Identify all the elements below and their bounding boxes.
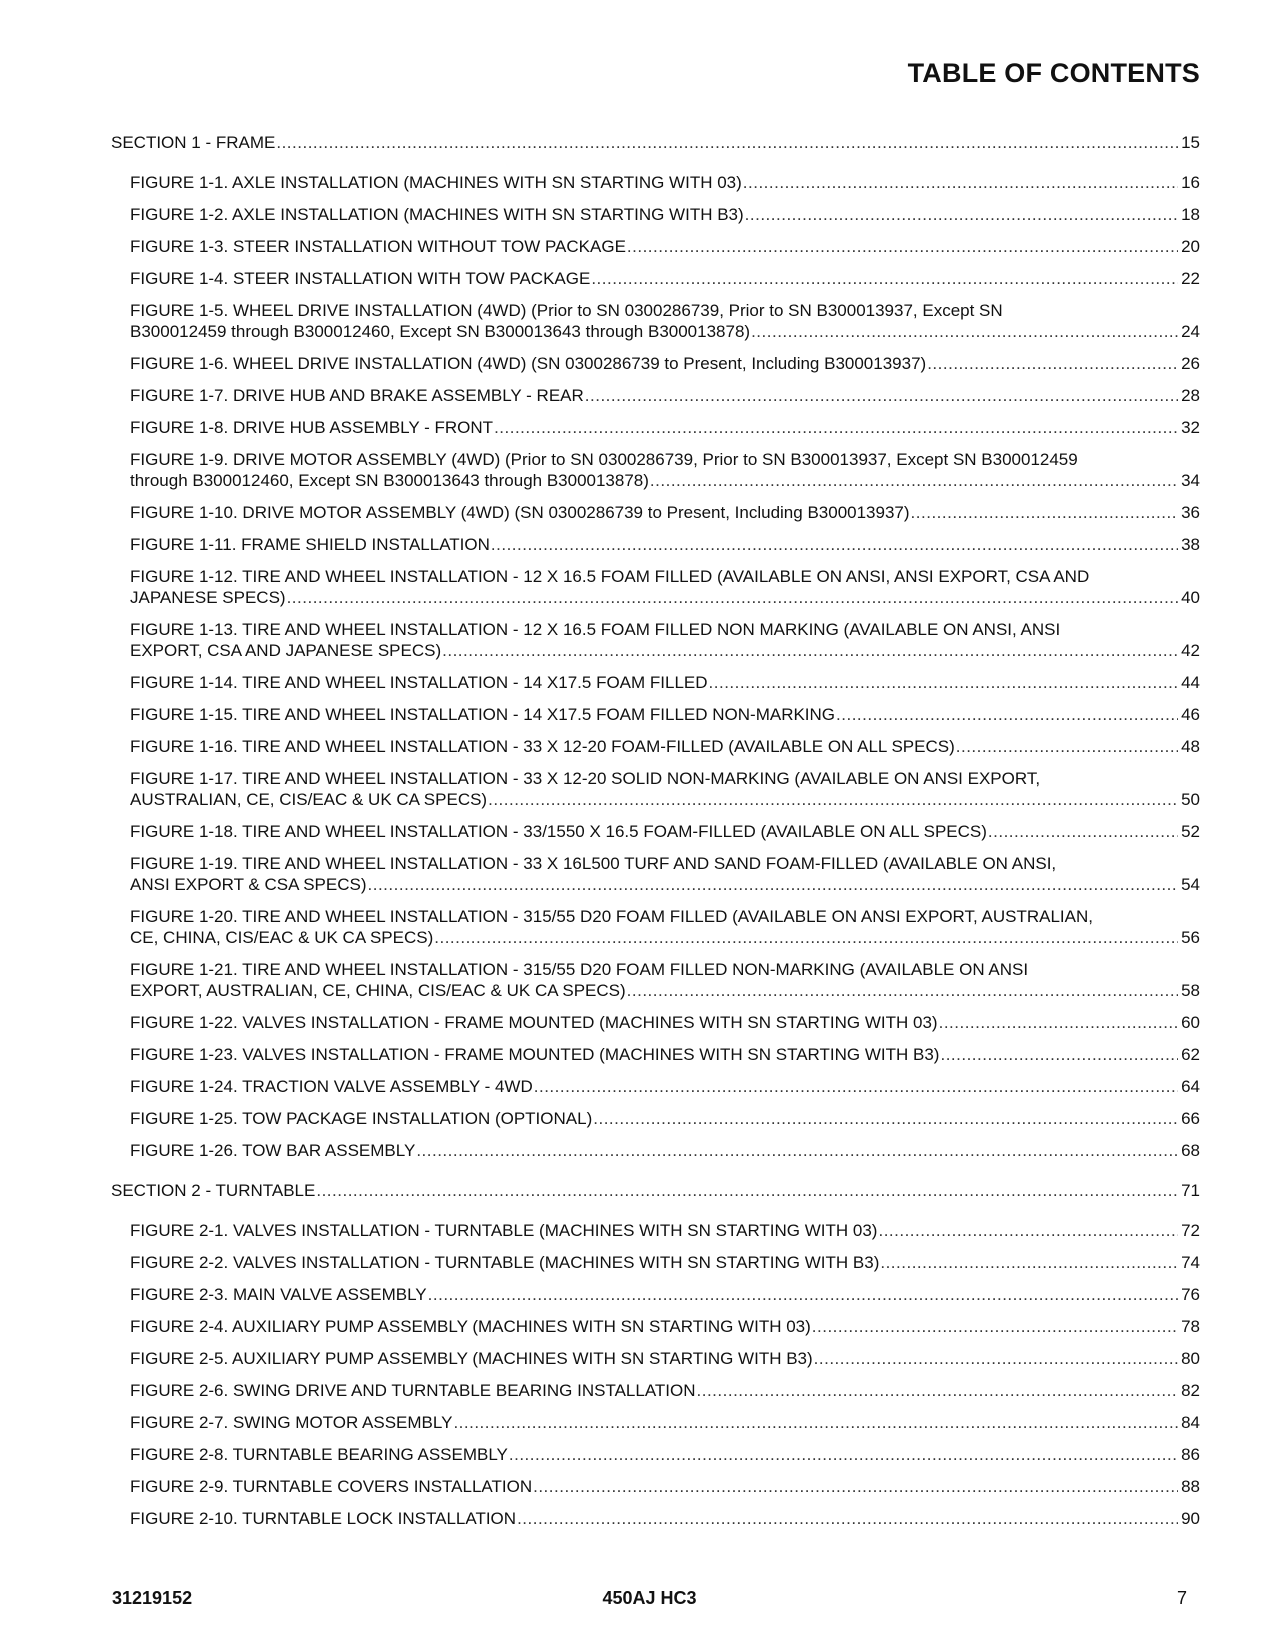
entry-title-line: FIGURE 1-3. STEER INSTALLATION WITHOUT TOW PACKAGE (130, 237, 626, 256)
toc-section (111, 1180, 1200, 1529)
entry-title-line: through B300012460, Except SN B300013643 through B300013878) (130, 471, 649, 490)
entry-page-number: 40 (1181, 588, 1200, 607)
dot-leader (650, 470, 1178, 491)
toc-entry[interactable] (130, 172, 1200, 193)
dot-leader (488, 789, 1178, 810)
toc-entry[interactable] (130, 1508, 1200, 1529)
entry-page-number: 74 (1181, 1253, 1200, 1272)
dot-leader (743, 172, 1178, 193)
dot-leader (940, 1044, 1178, 1065)
entry-title-line: FIGURE 2-2. VALVES INSTALLATION - TURNTABLE (MACHINES WITH SN STARTING WITH B3) (130, 1253, 880, 1272)
entry-title-line: FIGURE 1-19. TIRE AND WHEEL INSTALLATION - 33 X 16L500 TURF AND SAND FOAM-FILLED (AVAILABLE ON ANSI, (130, 854, 1057, 873)
entry-page-number: 76 (1181, 1285, 1200, 1304)
toc-entry[interactable] (130, 353, 1200, 374)
entry-row (130, 1220, 1200, 1241)
entry-row (130, 1476, 1200, 1497)
entry-title-line: EXPORT, AUSTRALIAN, CE, CHINA, CIS/EAC & UK CA SPECS) (130, 981, 626, 1000)
page-footer (112, 1588, 1187, 1612)
section-page-number: 71 (1181, 1181, 1200, 1200)
entry-row (130, 1444, 1200, 1465)
entry-row (130, 417, 1200, 438)
entry-row (130, 1412, 1200, 1433)
toc-entry[interactable] (130, 204, 1200, 225)
dot-leader (368, 874, 1179, 895)
dot-leader (287, 587, 1179, 608)
entry-page-number: 80 (1181, 1349, 1200, 1368)
entry-title-line: FIGURE 1-20. TIRE AND WHEEL INSTALLATION - 315/55 D20 FOAM FILLED (AVAILABLE ON ANSI EXPORT, AUSTRALIAN, (130, 907, 1093, 926)
entry-row (130, 1140, 1200, 1161)
toc-entry[interactable] (130, 417, 1200, 438)
dot-leader (494, 417, 1178, 438)
entry-page-number: 62 (1181, 1045, 1200, 1064)
entry-row (130, 470, 1200, 491)
dot-leader (428, 1284, 1178, 1305)
entry-row (130, 821, 1200, 842)
dot-leader (316, 1180, 1178, 1201)
toc-entry[interactable] (130, 1252, 1200, 1273)
entry-title-line: FIGURE 1-2. AXLE INSTALLATION (MACHINES WITH SN STARTING WITH B3) (130, 205, 744, 224)
toc-entry[interactable] (130, 704, 1200, 725)
entry-title-line: B300012459 through B300012460, Except SN B300013643 through B300013878) (130, 322, 751, 341)
entry-page-number: 84 (1181, 1413, 1200, 1432)
entry-title-line: AUSTRALIAN, CE, CIS/EAC & UK CA SPECS) (130, 790, 488, 809)
dot-leader (533, 1476, 1178, 1497)
dot-leader (880, 1252, 1178, 1273)
toc-entry[interactable] (130, 821, 1200, 842)
entry-row (130, 1380, 1200, 1401)
entry-row (130, 236, 1200, 257)
entry-row (130, 1076, 1200, 1097)
entry-title-line: FIGURE 1-25. TOW PACKAGE INSTALLATION (OPTIONAL) (130, 1109, 593, 1128)
toc-entry[interactable] (130, 1380, 1200, 1401)
entry-page-number: 78 (1181, 1317, 1200, 1336)
toc-entry[interactable] (130, 1284, 1200, 1305)
entry-page-number: 86 (1181, 1445, 1200, 1464)
entry-title-line: FIGURE 2-10. TURNTABLE LOCK INSTALLATION (130, 1509, 517, 1528)
entry-row (130, 353, 1200, 374)
entry-title-line: FIGURE 2-9. TURNTABLE COVERS INSTALLATION (130, 1477, 533, 1496)
dot-leader (434, 927, 1178, 948)
entry-page-number: 54 (1181, 875, 1200, 894)
dot-leader (745, 204, 1178, 225)
dot-leader (927, 353, 1178, 374)
dot-leader (627, 236, 1178, 257)
entry-title-line: FIGURE 2-6. SWING DRIVE AND TURNTABLE BEARING INSTALLATION (130, 1381, 696, 1400)
entry-row (130, 704, 1200, 725)
dot-leader (442, 640, 1178, 661)
entry-title-line: ANSI EXPORT & CSA SPECS) (130, 875, 367, 894)
entry-title-line: FIGURE 1-21. TIRE AND WHEEL INSTALLATION - 315/55 D20 FOAM FILLED NON-MARKING (AVAILABLE ON ANSI (130, 960, 1029, 979)
entry-title-line: FIGURE 1-7. DRIVE HUB AND BRAKE ASSEMBLY - REAR (130, 386, 584, 405)
entry-title-line: FIGURE 1-22. VALVES INSTALLATION - FRAME MOUNTED (MACHINES WITH SN STARTING WITH 03) (130, 1013, 938, 1032)
entry-row (130, 385, 1200, 406)
entry-title-line: FIGURE 1-10. DRIVE MOTOR ASSEMBLY (4WD) (SN 0300286739 to Present, Including B300013937) (130, 503, 910, 522)
dot-leader (276, 132, 1178, 153)
dot-leader (878, 1220, 1178, 1241)
entry-title-line: FIGURE 2-3. MAIN VALVE ASSEMBLY (130, 1285, 427, 1304)
entry-row (130, 1108, 1200, 1129)
entry-page-number: 82 (1181, 1381, 1200, 1400)
footer-model: 450AJ HC3 (602, 1588, 697, 1608)
toc-entry[interactable] (130, 1444, 1200, 1465)
dot-leader (627, 980, 1178, 1001)
entry-page-number: 20 (1181, 237, 1200, 256)
toc-entry[interactable] (130, 1012, 1200, 1033)
toc-entry[interactable] (130, 768, 1200, 810)
entry-page-number: 90 (1181, 1509, 1200, 1528)
entry-row (130, 789, 1200, 810)
entry-title-line: FIGURE 1-26. TOW BAR ASSEMBLY (130, 1141, 416, 1160)
entry-title-line: CE, CHINA, CIS/EAC & UK CA SPECS) (130, 928, 434, 947)
entry-page-number: 66 (1181, 1109, 1200, 1128)
toc-entry[interactable] (130, 385, 1200, 406)
section-heading[interactable] (111, 132, 1200, 153)
dot-leader (709, 672, 1179, 693)
entry-title-line: EXPORT, CSA AND JAPANESE SPECS) (130, 641, 442, 660)
entry-page-number: 42 (1181, 641, 1200, 660)
dot-leader (988, 821, 1178, 842)
entry-row (130, 640, 1200, 661)
entry-page-number: 36 (1181, 503, 1200, 522)
toc-entry[interactable] (130, 1044, 1200, 1065)
entry-title-line: FIGURE 1-11. FRAME SHIELD INSTALLATION (130, 535, 490, 554)
dot-leader (534, 1076, 1178, 1097)
entry-row (130, 1012, 1200, 1033)
entry-page-number: 32 (1181, 418, 1200, 437)
dot-leader (814, 1348, 1178, 1369)
dot-leader (751, 321, 1178, 342)
entry-page-number: 38 (1181, 535, 1200, 554)
entry-title-line: FIGURE 1-6. WHEEL DRIVE INSTALLATION (4WD) (SN 0300286739 to Present, Including B300013937) (130, 354, 927, 373)
entry-row (130, 587, 1200, 608)
toc-entry[interactable] (130, 502, 1200, 523)
entry-row (130, 736, 1200, 757)
entry-row (130, 874, 1200, 895)
entry-page-number: 34 (1181, 471, 1200, 490)
entry-title-line: FIGURE 1-17. TIRE AND WHEEL INSTALLATION - 33 X 12-20 SOLID NON-MARKING (AVAILABLE ON ANSI EXPORT, (130, 769, 1041, 788)
entry-row (130, 1044, 1200, 1065)
section-heading[interactable] (111, 1180, 1200, 1201)
entry-title-line: FIGURE 2-5. AUXILIARY PUMP ASSEMBLY (MACHINES WITH SN STARTING WITH B3) (130, 1349, 813, 1368)
toc-entry[interactable] (130, 736, 1200, 757)
toc-entry[interactable] (130, 1316, 1200, 1337)
footer-doc-number: 31219152 (112, 1588, 193, 1608)
section-page-number: 15 (1181, 133, 1200, 152)
toc-entry[interactable] (130, 236, 1200, 257)
entry-page-number: 16 (1181, 173, 1200, 192)
dot-leader (911, 502, 1179, 523)
entry-page-number: 52 (1181, 822, 1200, 841)
entry-page-number: 26 (1181, 354, 1200, 373)
entry-title-line: FIGURE 1-14. TIRE AND WHEEL INSTALLATION - 14 X17.5 FOAM FILLED (130, 673, 708, 692)
entry-page-number: 64 (1181, 1077, 1200, 1096)
entry-page-number: 22 (1181, 269, 1200, 288)
entry-page-number: 88 (1181, 1477, 1200, 1496)
entry-row (130, 268, 1200, 289)
entry-row (130, 1316, 1200, 1337)
entry-row (130, 1252, 1200, 1273)
toc-entry[interactable] (130, 1076, 1200, 1097)
dot-leader (939, 1012, 1178, 1033)
entry-page-number: 50 (1181, 790, 1200, 809)
entry-row (130, 927, 1200, 948)
dot-leader (517, 1508, 1178, 1529)
dot-leader (585, 385, 1178, 406)
entry-page-number: 28 (1181, 386, 1200, 405)
entry-page-number: 72 (1181, 1221, 1200, 1240)
entry-title-line: FIGURE 2-4. AUXILIARY PUMP ASSEMBLY (MACHINES WITH SN STARTING WITH 03) (130, 1317, 811, 1336)
toc-entry[interactable] (130, 268, 1200, 289)
entry-title-line: FIGURE 2-7. SWING MOTOR ASSEMBLY (130, 1413, 453, 1432)
entry-page-number: 48 (1181, 737, 1200, 756)
entry-page-number: 44 (1181, 673, 1200, 692)
entry-title-line: FIGURE 1-1. AXLE INSTALLATION (MACHINES WITH SN STARTING WITH 03) (130, 173, 742, 192)
entry-row (130, 672, 1200, 693)
entry-page-number: 68 (1181, 1141, 1200, 1160)
toc-entry[interactable] (130, 619, 1200, 661)
entry-title-line: FIGURE 1-23. VALVES INSTALLATION - FRAME MOUNTED (MACHINES WITH SN STARTING WITH B3) (130, 1045, 940, 1064)
entry-row (130, 172, 1200, 193)
section-title: SECTION 2 - TURNTABLE (111, 1181, 316, 1200)
entry-title-line: FIGURE 1-9. DRIVE MOTOR ASSEMBLY (4WD) (Prior to SN 0300286739, Prior to SN B300013937, Except SN B300012459 (130, 450, 1078, 469)
entry-row (130, 321, 1200, 342)
entry-title-line: FIGURE 1-15. TIRE AND WHEEL INSTALLATION - 14 X17.5 FOAM FILLED NON-MARKING (130, 705, 836, 724)
entry-page-number: 56 (1181, 928, 1200, 947)
toc-entry[interactable] (130, 959, 1200, 1001)
toc-section (111, 132, 1200, 1161)
dot-leader (416, 1140, 1178, 1161)
dot-leader (509, 1444, 1178, 1465)
section-title: SECTION 1 - FRAME (111, 133, 276, 152)
dot-leader (591, 268, 1178, 289)
toc-entry[interactable] (130, 449, 1200, 491)
entry-row (130, 502, 1200, 523)
entry-title-line: FIGURE 1-18. TIRE AND WHEEL INSTALLATION - 33/1550 X 16.5 FOAM-FILLED (AVAILABLE ON ALL SPECS) (130, 822, 987, 841)
dot-leader (812, 1316, 1178, 1337)
toc-entry[interactable] (130, 300, 1200, 342)
dot-leader (697, 1380, 1179, 1401)
toc-entry[interactable] (130, 566, 1200, 608)
toc-entry[interactable] (130, 1220, 1200, 1241)
entry-title-line: FIGURE 1-5. WHEEL DRIVE INSTALLATION (4WD) (Prior to SN 0300286739, Prior to SN B300013937, Except SN (130, 301, 1003, 320)
toc-entry[interactable] (130, 906, 1200, 948)
table-of-contents (111, 132, 1200, 1548)
entry-row (130, 1284, 1200, 1305)
toc-entry[interactable] (130, 1412, 1200, 1433)
entry-row (130, 1348, 1200, 1369)
dot-leader (956, 736, 1178, 757)
entry-page-number: 18 (1181, 205, 1200, 224)
dot-leader (453, 1412, 1178, 1433)
entry-title-line: FIGURE 1-16. TIRE AND WHEEL INSTALLATION - 33 X 12-20 FOAM-FILLED (AVAILABLE ON ALL SPECS) (130, 737, 955, 756)
dot-leader (836, 704, 1178, 725)
entry-row (130, 204, 1200, 225)
toc-entry[interactable] (130, 1348, 1200, 1369)
footer-page-number: 7 (1176, 1588, 1187, 1608)
entry-title-line: FIGURE 2-1. VALVES INSTALLATION - TURNTABLE (MACHINES WITH SN STARTING WITH 03) (130, 1221, 878, 1240)
entry-title-line: FIGURE 1-24. TRACTION VALVE ASSEMBLY - 4WD (130, 1077, 533, 1096)
entry-row (130, 980, 1200, 1001)
entry-title-line: FIGURE 2-8. TURNTABLE BEARING ASSEMBLY (130, 1445, 508, 1464)
toc-entry[interactable] (130, 1140, 1200, 1161)
entry-title-line: FIGURE 1-12. TIRE AND WHEEL INSTALLATION - 12 X 16.5 FOAM FILLED (AVAILABLE ON ANSI, ANSI EXPORT, CSA AND (130, 567, 1090, 586)
entry-title-line: JAPANESE SPECS) (130, 588, 286, 607)
toc-entry[interactable] (130, 1108, 1200, 1129)
entry-title-line: FIGURE 1-8. DRIVE HUB ASSEMBLY - FRONT (130, 418, 494, 437)
entry-row (130, 1508, 1200, 1529)
toc-entry[interactable] (130, 1476, 1200, 1497)
toc-entry[interactable] (130, 672, 1200, 693)
toc-entry[interactable] (130, 853, 1200, 895)
dot-leader (491, 534, 1178, 555)
page-title: TABLE OF CONTENTS (907, 58, 1200, 88)
entry-page-number: 46 (1181, 705, 1200, 724)
entry-page-number: 24 (1181, 322, 1200, 341)
entry-title-line: FIGURE 1-13. TIRE AND WHEEL INSTALLATION - 12 X 16.5 FOAM FILLED NON MARKING (AVAILABLE ON ANSI, ANSI (130, 620, 1061, 639)
entry-row (130, 534, 1200, 555)
toc-entry[interactable] (130, 534, 1200, 555)
dot-leader (593, 1108, 1178, 1129)
entry-title-line: FIGURE 1-4. STEER INSTALLATION WITH TOW PACKAGE (130, 269, 591, 288)
entry-page-number: 58 (1181, 981, 1200, 1000)
entry-page-number: 60 (1181, 1013, 1200, 1032)
